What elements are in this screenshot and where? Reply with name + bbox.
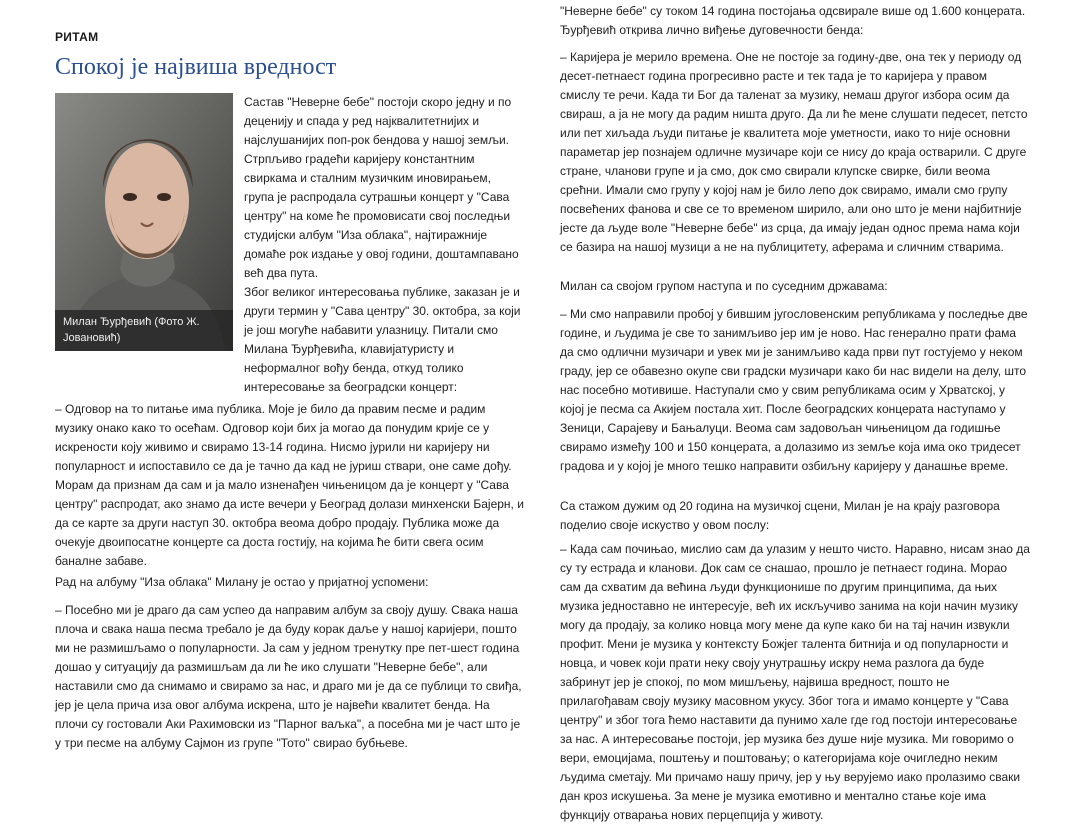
paragraph-album: Рад на албуму "Иза облака" Милану је остао у пријатној успомени: bbox=[55, 575, 429, 589]
article-headline: Спокој је највиша вредност bbox=[55, 54, 337, 80]
paragraph-answer-2: – Посебно ми је драго да сам успео да направим албум за своју душу. Свака наша плоча и свака наша песма требало је да буду корак даље у нашој каријери, пошто ми не размишљамо о популарности. Ја сам у једном тренутку пре пет-шест година дошао у ситуацију да размишљам да ли ће ико слушати "Неверне бебе", али наставили смо да снимамо и свирамо за нас, и драго ми је да се публици то свиђа, јер је цела прича иза овог албума искрена, што је највећи квалитет бенда. На плочи су гостовали Аки Рахимовски из "Парног ваљка", а посебна ми је част што је у три песме на албуму Сајмон из групе "Тото" свирао бубњеве. bbox=[55, 603, 522, 750]
paragraph-concerts: "Неверне бебе" су током 14 година постојања одсвирале више од 1.600 концерата. Ђурђевић открива лично виђење дуговечности бенда: bbox=[560, 4, 1026, 37]
paragraph-answer-1: – Одговор на то питање има публика. Моје је било да правим песме и радим музику онако како то осећам. Одговор који бих ја могао да понудим крије се у искрености коју живимо и свирамо 13-14 година. Нисмо јурили ни каријеру ни популарност и испоставило се да је тачно да кад не јуриш ствари, оне саме дођу. Морам да признам да сам и ја мало изненађен чињеницом да је концерт у "Сава центру" распродат, ако знамо да исте вечери у Београд долази минхенски Бајерн, и да се карте за други наступ 30. октобра веома добро продају. Публика може да очекује двоипосатне концерте са доста гостију, на којима ће бити свега осим баналне забаве. bbox=[55, 402, 524, 568]
author-photo bbox=[55, 93, 233, 351]
paragraph-neighbors: Милан са својом групом наступа и по суседним државама: bbox=[560, 279, 888, 293]
paragraph-intro: Састав "Неверне бебе" постоји скоро једну и по деценију и спада у ред најквалитетнијих и најслушанијих поп-рок бендова у нашој земљи. Стрпљиво градећи каријеру константним свиркама и сталним музичким иновирањем, група је распродала сутрашњи концерт у "Сава центру" на коме ће промовисати свој последњи студијски албум "Иза облака", најтиражније домаће рок издање у овој години, доштампавано већ два пута. bbox=[244, 95, 519, 280]
photo-caption: Милан Ђурђевић (Фото Ж. Јовановић) bbox=[55, 310, 233, 351]
paragraph-experience: Са стажом дужим од 20 година на музичкој сцени, Милан је на крају разговора поделио своје искуство у овом послу: bbox=[560, 499, 1000, 532]
paragraph-interest: Због великог интересовања публике, заказан је и други термин у "Сава центру" 30. октобра, за који је још могуће набавити улазницу. Питали смо Милана Ђурђевића, клавијатуристу и неформалног вођу бенда, откуд толико интересовање за београдски концерт: bbox=[244, 285, 521, 394]
paragraph-region: – Ми смо направили пробој у бившим југословенским републикама у последње две године, и људима је све то занимљиво јер им је ново. Нас генерално прати фама да смо одлични музичари и увек ми је занимљиво када први пут гостујемо у неком граду, јер се обавезно окупе сви градски музичари како би нас видели на делу, што нас посебно мотивише. Наступали смо у свим републикама осим у Хрватској, у којој је песма са Акијем постала хит. После београдских концерата наступамо у Зеници, Сарајеву и Бањалуци. Веома сам задовољан чињеницом да годишње свирамо између 100 и 150 концерата, а долазимо из земље која има око тридесет градова и у којој је много тешко направити озбиљну каријеру у данашње време. bbox=[560, 307, 1028, 473]
paragraph-career: – Каријера је мерило времена. Оне не постоје за годину-две, она тек у периоду од десет-петнаест година прогресивно расте и тек тада је то каријера у правом смислу те речи. Када ти Бог да таленат за музику, немаш другог избора осим да свираш, а ја не могу да радим ништа друго. Да ли ће мене слушати педесет, петсто или пет хиљада људи питање је квалитета моје уметности, иако то није основни параметар јер познајем одличне музичаре који се нису до краја остварили. С друге стране, чланови групе и ја смо, док смо свирали клупске свирке, били веома срећни. Имали смо групу у којој нам је било лепо док свирамо, имали смо групу посвећених фанова и све се то временом ширило, али оно што је мени најбитније јесте да људе воле "Неверне бебе" из срца, да имају један однос према нама који се базира на нашој музици а не на публицитету, аферама и сличним стварима. bbox=[560, 50, 1028, 254]
paragraph-answer-final: – Када сам почињао, мислио сам да улазим у нешто чисто. Наравно, нисам знао да су ту естрада и кланови. Док сам се снашао, прошло је петнаест година. Морао сам да схватим да већина људи функционише по другим принципима, да њих музика једноставно не интересује, већ их искључиво занима на који начин музику могу да продају, за колико новца могу мене да купе како би на тај начин извукли профит. Мени је музика у контексту Божјег талента битнија и од популарности и новца, и човек који прати неку своју унутрашњу искру нема разлога да буде забринут јер је спокој, по мом мишљењу, највиша вредност, пошто не прилагођавам своју музику масовном укусу. Због тога и имамо концерте у "Сава центру" и због тога ћемо наставити да пунимо хале где год постоји интересовање за нас. А интересовање постоји, јер музика без душе није музика. Ми говоримо о вери, емоцијама, поштењу и поштовању; о категоријама које очигледно неким људима сметају. Ми причамо нашу причу, јер у њу верујемо иако пролазимо сваки дан кроз искушења. За мене је музика емотивно и ментално стање које има функцију отварања нових перцепција у животу. bbox=[560, 542, 1030, 822]
section-label: РИТАМ bbox=[55, 30, 99, 44]
